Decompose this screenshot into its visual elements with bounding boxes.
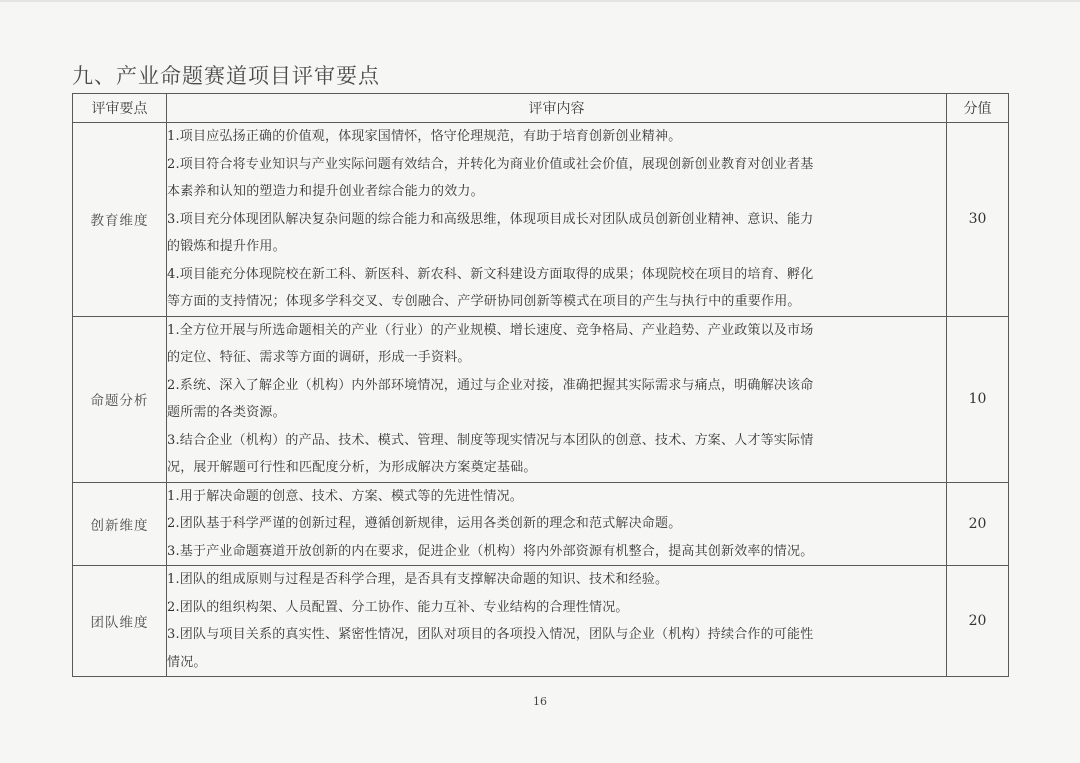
content-line: 1.团队的组成原则与过程是否科学合理，是否具有支撑解决命题的知识、技术和经验。 [167, 572, 669, 587]
score-education: 30 [947, 123, 1009, 317]
content-line: 的锻炼和提升作用。 [167, 239, 286, 254]
top-edge-rule [0, 0, 1080, 2]
table-header-row [73, 94, 1009, 123]
header-review-key: 评审要点 [73, 94, 167, 123]
review-key-innovation: 创新维度 [73, 482, 167, 566]
content-line: 的定位、特征、需求等方面的调研，形成一手资料。 [167, 350, 471, 365]
review-content-proposition-analysis [167, 316, 947, 482]
header-review-content: 评审内容 [167, 94, 947, 123]
table-row-proposition-analysis [73, 316, 1009, 482]
content-line: 情况。 [167, 654, 207, 670]
content-line: 2.项目符合将专业知识与产业实际问题有效结合，并转化为商业价值或社会价值，展现创新创业教育对创业者基 [167, 156, 814, 172]
content-line: 等方面的支持情况；体现多学科交叉、专创融合、产学研协同创新等模式在项目的产生与执行中的重要作用。 [167, 294, 801, 309]
review-content-team [167, 566, 947, 677]
table-row-team [73, 566, 1009, 677]
content-line: 4.项目能充分体现院校在新工科、新医科、新农科、新文科建设方面取得的成果；体现院校在项目的培育、孵化 [167, 266, 814, 282]
review-points-table [72, 93, 1009, 677]
content-line: 1.全方位开展与所选命题相关的产业（行业）的产业规模、增长速度、竞争格局、产业趋势、产业政策以及市场 [167, 322, 814, 338]
score-proposition-analysis: 10 [947, 316, 1009, 482]
score-innovation: 20 [947, 482, 1009, 566]
table-row-innovation [73, 482, 1009, 566]
content-line: 3.结合企业（机构）的产品、技术、模式、管理、制度等现实情况与本团队的创意、技术、方案、人才等实际情 [167, 432, 814, 448]
content-line: 2.团队基于科学严谨的创新过程，遵循创新规律，运用各类创新的理念和范式解决命题。 [167, 516, 682, 531]
content-line: 3.项目充分体现团队解决复杂问题的综合能力和高级思维，体现项目成长对团队成员创新创业精神、意识、能力 [167, 211, 814, 227]
content-line: 况，展开解题可行性和匹配度分析，为形成解决方案奠定基础。 [167, 460, 537, 475]
review-key-team: 团队维度 [73, 566, 167, 677]
content-line: 2.系统、深入了解企业（机构）内外部环境情况，通过与企业对接，准确把握其实际需求与痛点，明确解决该命 [167, 377, 814, 393]
page-title: 九、产业命题赛道项目评审要点 [72, 64, 380, 88]
header-score: 分值 [947, 94, 1009, 123]
review-content-innovation [167, 482, 947, 566]
content-line: 3.基于产业命题赛道开放创新的内在要求，促进企业（机构）将内外部资源有机整合，提高其创新效率的情况。 [167, 543, 814, 559]
page-number: 16 [533, 695, 547, 708]
content-line: 1.项目应弘扬正确的价值观，体现家国情怀，恪守伦理规范，有助于培育创新创业精神。 [167, 129, 682, 144]
score-team: 20 [947, 566, 1009, 677]
review-content-education [167, 123, 947, 317]
content-line: 3.团队与项目关系的真实性、紧密性情况，团队对项目的各项投入情况，团队与企业（机构）持续合作的可能性 [167, 627, 814, 642]
content-line: 2.团队的组织构架、人员配置、分工协作、能力互补、专业结构的合理性情况。 [167, 599, 629, 615]
review-key-proposition-analysis: 命题分析 [73, 316, 167, 482]
review-key-education: 教育维度 [73, 123, 167, 317]
table-row-education [73, 123, 1009, 317]
content-line: 题所需的各类资源。 [167, 405, 286, 420]
content-line: 本素养和认知的塑造力和提升创业者综合能力的效力。 [167, 184, 484, 199]
content-line: 1.用于解决命题的创意、技术、方案、模式等的先进性情况。 [167, 488, 524, 504]
